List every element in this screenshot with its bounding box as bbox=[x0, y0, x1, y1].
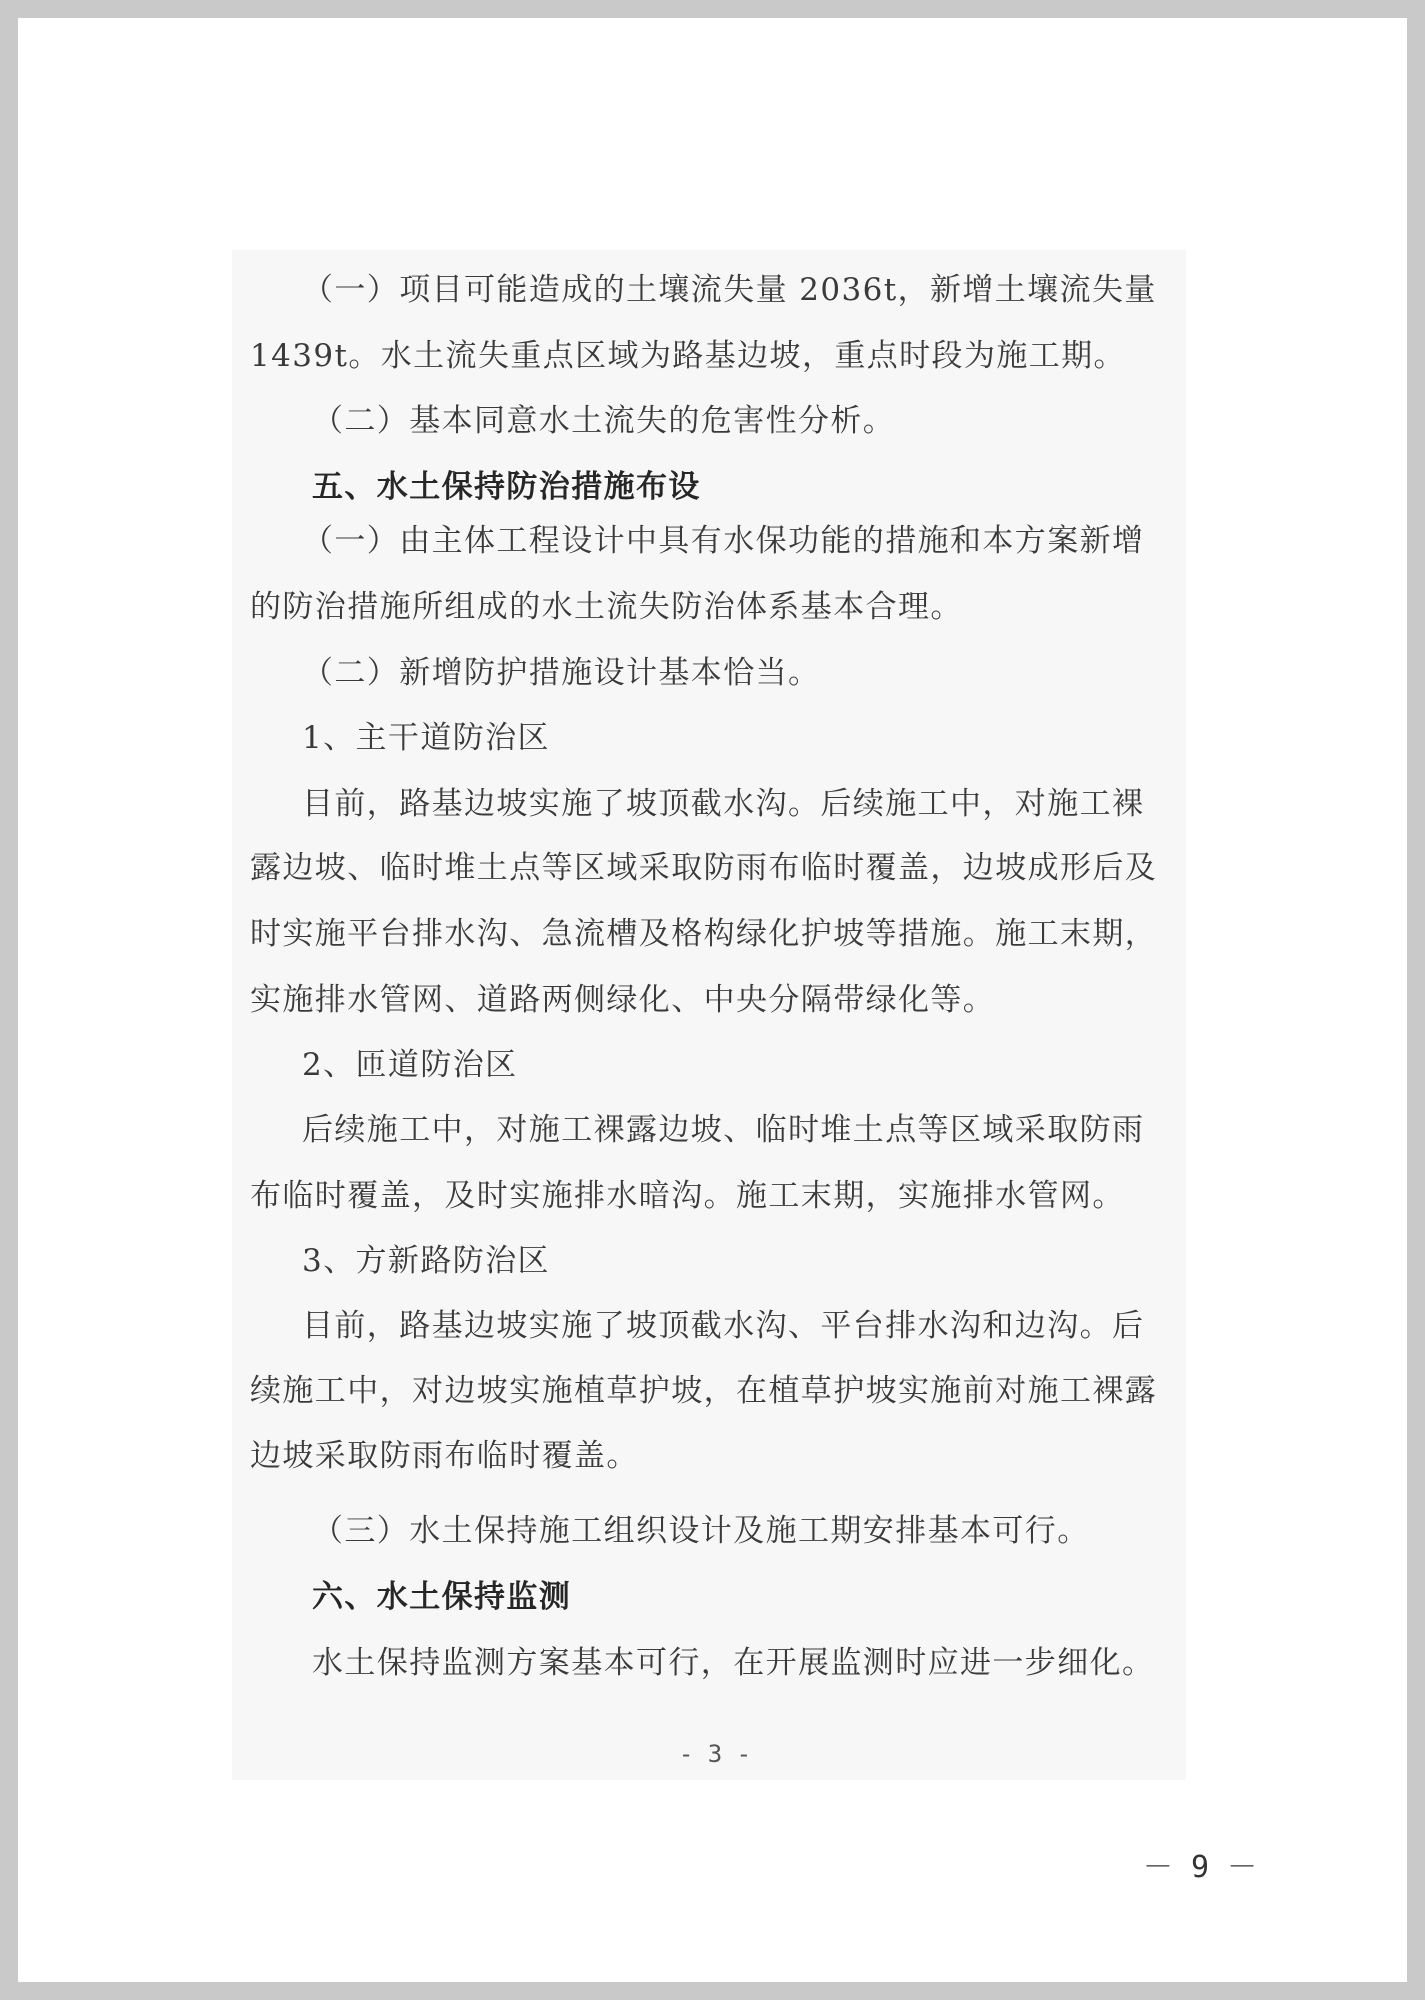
subsection-heading: 1、主干道防治区 bbox=[302, 720, 550, 756]
paragraph-line: （一）由主体工程设计中具有水保功能的措施和本方案新增 bbox=[302, 523, 1145, 559]
paragraph-line: （三）水土保持施工组织设计及施工期安排基本可行。 bbox=[312, 1513, 1090, 1549]
paragraph-line: 水土保持监测方案基本可行，在开展监测时应进一步细化。 bbox=[312, 1645, 1155, 1681]
subsection-heading: 3、方新路防治区 bbox=[302, 1243, 550, 1279]
paragraph-line: （二）新增防护措施设计基本恰当。 bbox=[302, 655, 821, 691]
section-heading: 六、水土保持监测 bbox=[312, 1579, 572, 1615]
paragraph-line: 的防治措施所组成的水土流失防治体系基本合理。 bbox=[250, 589, 963, 625]
paragraph-line: 边坡采取防雨布临时覆盖。 bbox=[250, 1438, 639, 1474]
paragraph-line: 目前，路基边坡实施了坡顶截水沟、平台排水沟和边沟。后 bbox=[302, 1308, 1145, 1344]
paragraph-line: （二）基本同意水土流失的危害性分析。 bbox=[312, 403, 896, 439]
paragraph-line: 实施排水管网、道路两侧绿化、中央分隔带绿化等。 bbox=[250, 982, 996, 1018]
section-heading: 五、水土保持防治措施布设 bbox=[312, 469, 701, 505]
paragraph-line: 后续施工中，对施工裸露边坡、临时堆土点等区域采取防雨 bbox=[302, 1112, 1145, 1148]
paragraph-line: 时实施平台排水沟、急流槽及格构绿化护坡等措施。施工末期， bbox=[250, 916, 1158, 952]
paragraph-line: 1439t。水土流失重点区域为路基边坡，重点时段为施工期。 bbox=[250, 338, 1126, 374]
paragraph-line: 布临时覆盖，及时实施排水暗沟。施工末期，实施排水管网。 bbox=[250, 1178, 1125, 1214]
subsection-heading: 2、匝道防治区 bbox=[302, 1047, 518, 1083]
paragraph-line: 目前，路基边坡实施了坡顶截水沟。后续施工中，对施工裸 bbox=[302, 786, 1145, 822]
paragraph-line: 露边坡、临时堆土点等区域采取防雨布临时覆盖，边坡成形后及 bbox=[250, 850, 1158, 886]
page-number: － 9 － bbox=[1142, 1850, 1258, 1885]
scanned-page-number: - 3 - bbox=[678, 1740, 752, 1768]
paragraph-line: 续施工中，对边坡实施植草护坡，在植草护坡实施前对施工裸露 bbox=[250, 1373, 1158, 1409]
paragraph-line: （一）项目可能造成的土壤流失量 2036t，新增土壤流失量 bbox=[302, 272, 1157, 308]
